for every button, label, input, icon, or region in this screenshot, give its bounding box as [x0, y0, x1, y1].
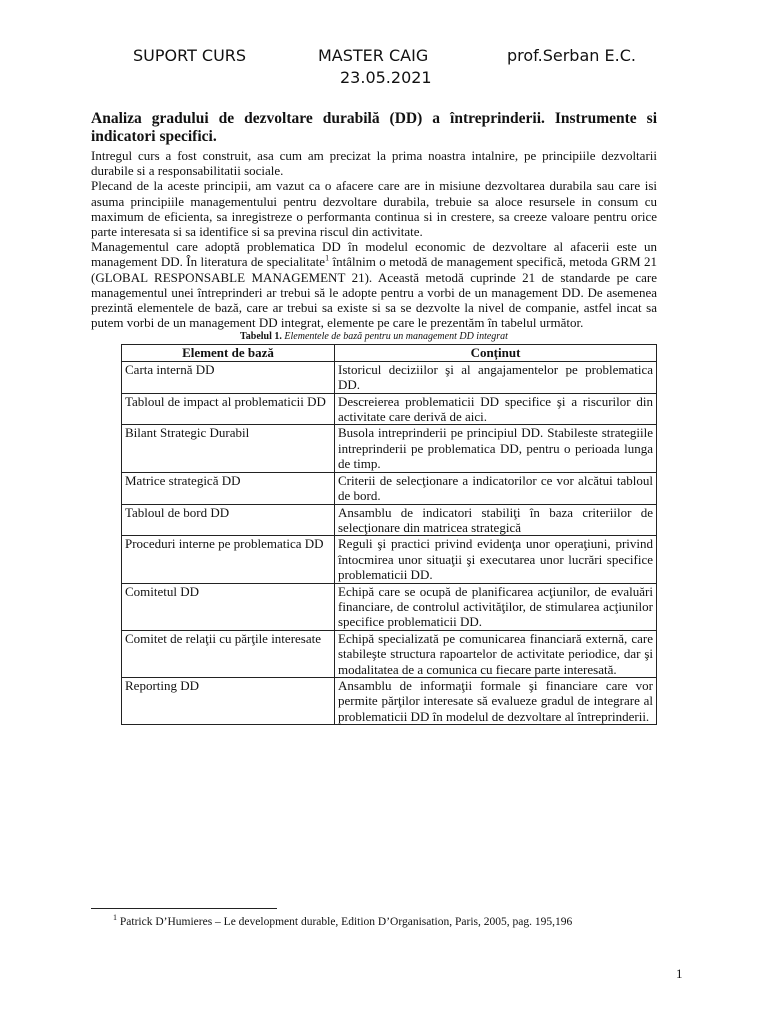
table-cell-content: Descreierea problematicii DD specifice şi a riscurilor din activitate care derivă de aici.: [335, 393, 657, 425]
table-cell-element: Bilant Strategic Durabil: [122, 425, 335, 472]
paragraph-3-part-a: Managementul care adoptă problematica DD în modelul economic de dezvoltare al afacerii este un management DD. În literatura de specialitate: [91, 239, 657, 270]
table-cell-element: Proceduri interne pe problematica DD: [122, 536, 335, 583]
table-row: [122, 361, 657, 393]
elements-table: [121, 344, 657, 725]
table-cell-content: Criterii de selecţionare a indicatorilor ce vor alcătui tabloul de bord.: [335, 472, 657, 504]
footnote-separator: [91, 908, 277, 909]
table-row: [122, 536, 657, 583]
title-part-b: (DD) a: [379, 110, 451, 127]
table-cell-content: Istoricul deciziilor şi al angajamentelor pe problematica DD.: [335, 361, 657, 393]
paragraph-3: [91, 239, 657, 330]
table-cell-element: Comitetul DD: [122, 583, 335, 630]
table-caption-text: Elementele de bază pentru un management DD integrat: [281, 331, 508, 343]
document-body: [91, 110, 657, 725]
table-cell-element: Reporting DD: [122, 677, 335, 724]
header-course: SUPORT CURS: [133, 46, 247, 65]
column-header-content: Conținut: [335, 345, 657, 361]
footnote-marker: 1: [113, 913, 117, 923]
document-title: [91, 110, 657, 146]
page-header: [0, 46, 768, 96]
table-row: [122, 583, 657, 630]
paragraph-3-part-b: întâlnim o metodă de management specifică, metoda GRM 21 (GLOBAL RESPONSABLE MANAGEMENT 21). Această metodă cuprinde 21 de standarde pe care managementul unei întreprinderi ar trebui să le adopte pentru a vorbi de un management DD. De asemenea prezintă elementele de bază, care ar trebui sa existe si sa se dezvolte la nivel de companie, astfel incat sa putem vorbi de un management DD integrat, elemente pe care le prezentăm în tabelul următor.: [91, 254, 657, 331]
table-row: [122, 504, 657, 536]
paragraph-1: Intregul curs a fost construit, asa cum am precizat la prima noastra intalnire, pe principiile dezvoltarii durabile si a responsabilitatii sociale.: [91, 148, 657, 179]
footnote-reference[interactable]: 1: [325, 254, 330, 264]
table-cell-content: Ansamblu de indicatori stabiliţi în baza criteriilor de selecţionare din matricea strategică: [335, 504, 657, 536]
table-row: [122, 630, 657, 677]
table-cell-content: Reguli şi practici privind evidenţa unor operaţiuni, privind întocmirea unor situaţii şi executarea unor lucrări specifice problematicii DD.: [335, 536, 657, 583]
table-cell-element: Tabloul de impact al problematicii DD: [122, 393, 335, 425]
table-row: [122, 472, 657, 504]
header-program: MASTER CAIG: [318, 46, 429, 65]
header-date: 23.05.2021: [340, 68, 432, 87]
table-row: [122, 677, 657, 724]
title-part-c: întreprinderii. Instrumente si indicatori specifici.: [91, 110, 658, 145]
table-cell-content: Busola intreprinderii pe principiul DD. Stabileste strategiile intreprinderii pe problematica DD, pentru o perioada lunga de timp.: [335, 425, 657, 472]
header-author: prof.Serban E.C.: [507, 46, 636, 65]
table-row: [122, 393, 657, 425]
table-cell-content: Echipă specializată pe comunicarea financiară externă, care stabileşte structura rapoartelor de activitate periodice, dar şi modalitatea de a comunica cu fiecare parte interesată.: [335, 630, 657, 677]
table-cell-content: Echipă care se ocupă de planificarea acţiunilor, de evaluări financiare, de controlul activităţilor, de stimularea acţiunilor specifice problematicii DD.: [335, 583, 657, 630]
table-cell-element: Matrice strategică DD: [122, 472, 335, 504]
table-cell-element: Carta internă DD: [122, 361, 335, 393]
table-cell-element: Tabloul de bord DD: [122, 504, 335, 536]
table-row: [122, 425, 657, 472]
table-caption: [91, 331, 657, 343]
table-header-row: [122, 345, 657, 361]
title-part-a: Analiza gradului de dezvoltare durabilă: [91, 110, 380, 127]
table-cell-content: Ansamblu de informaţii formale şi financiare care vor permite părţilor interesate să evalueze gradul de integrare al problematicii DD în modelul de dezvoltare al întreprinderii.: [335, 677, 657, 724]
column-header-element: Element de bază: [122, 345, 335, 361]
paragraph-2: Plecand de la aceste principii, am vazut ca o afacere care are in misiune dezvoltarea durabila sau care isi asuma principiile managementului pentru dezvoltare durabila, trebuie sa aloce resursele in consum cu maximum de eficienta, sa inregistreze o performanta continua si in crestere, sa creeze valoare pentru orice parte interesata si sa identifice si sa previna riscul din activitate.: [91, 178, 657, 240]
table-cell-element: Comitet de relaţii cu părţile interesate: [122, 630, 335, 677]
table-caption-label: Tabelul 1.: [240, 331, 282, 343]
page-number: 1: [676, 966, 683, 981]
footnote-text: Patrick D’Humieres – Le development durable, Edition D’Organisation, Paris, 2005, pag. 195,196: [117, 916, 573, 928]
footnote: [113, 913, 573, 928]
